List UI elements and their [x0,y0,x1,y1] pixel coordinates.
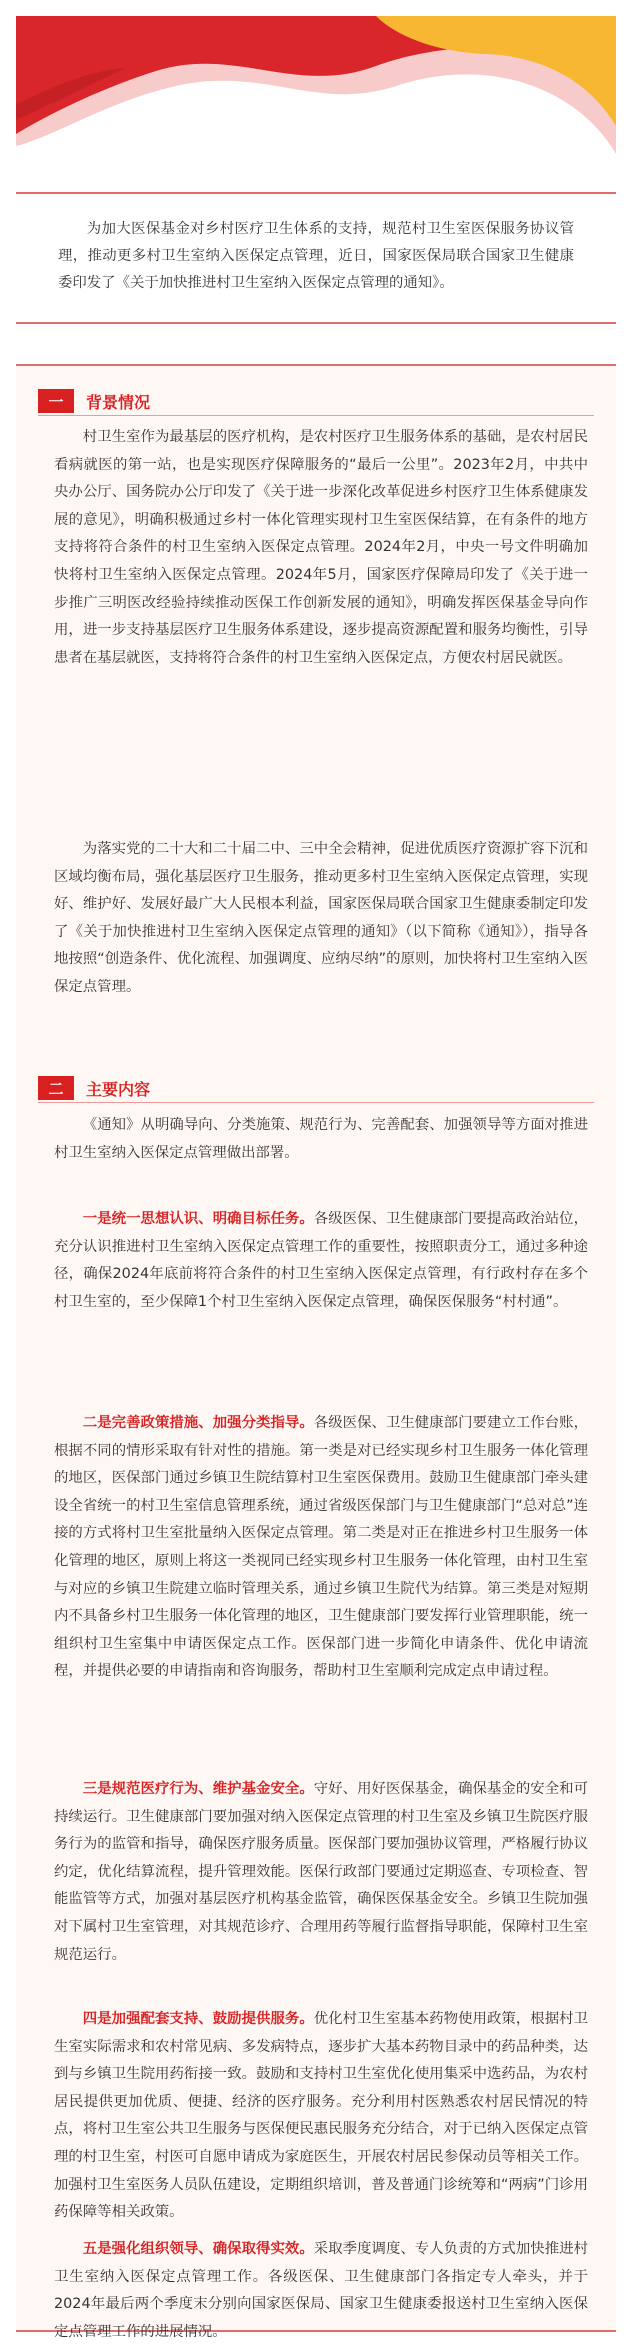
section-divider [38,1102,594,1103]
background-paragraph-1: 村卫生室作为最基层的医疗机构，是农村医疗卫生服务体系的基础，是农村居民看病就医的第一站，也是实现医疗保障服务的“最后一公里”。2023年2月，中共中央办公厅、国务院办公厅印发了《关于进一步深化改革促进乡村医疗卫生体系健康发展的意见》，明确积极通过乡村一体化管理实现村卫生室医保结算，在有条件的地方支持将符合条件的村卫生室纳入医保定点管理。2024年2月，中央一号文件明确加快将村卫生室纳入医保定点管理。2024年5月，国家医疗保障局印发了《关于进一步推广三明医改经验持续推动医保工作创新发展的通知》，明确发挥医保基金导向作用，进一步支持基层医疗卫生服务体系建设，逐步提高资源配置和服务均衡性，引导患者在基层就医，支持将符合条件的村卫生室纳入医保定点，方便农村居民就医。 [54,429,588,666]
section-title: 主要内容 [86,1079,151,1099]
main-content-lead: 《通知》从明确导向、分类施策、规范行为、完善配套、加强领导等方面对推进村卫生室纳入医保定点管理做出部署。 [54,1117,588,1161]
task-item-body: 采取季度调度、专人负责的方式加快推进村卫生室纳入医保定点管理工作。各级医保、卫生健康部门各指定专人牵头，并于2024年最后两个季度末分别向国家医保局、国家卫生健康委报送村卫生室纳入医保定点管理工作的进展情况。 [54,2241,588,2340]
task-item-5 [54,2236,588,2346]
section-title: 背景情况 [86,392,151,412]
task-item-heading: 五是强化组织领导、确保取得实效。 [82,2241,314,2257]
task-item-heading: 四是加强配套支持、鼓励提供服务。 [82,2011,314,2027]
task-item-2 [54,1410,588,1686]
task-item-heading: 二是完善政策措施、加强分类指导。 [82,1415,314,1431]
background-paragraph-2: 为落实党的二十大和二十届二中、三中全会精神，促进优质医疗资源扩容下沉和区域均衡布局，强化基层医疗卫生服务，推动更多村卫生室纳入医保定点管理，实现好、维护好、发展好最广大人民根本利益，国家医保局联合国家卫生健康委制定印发了《关于加快推进村卫生室纳入医保定点管理的通知》（以下简称《通知》），指导各地按照“创造条件、优化流程、加强调度、应纳尽纳”的原则，加快将村卫生室纳入医保定点管理。 [54,841,588,995]
section-header-background [38,388,150,414]
task-item-body: 各级医保、卫生健康部门要提高政治站位，充分认识推进村卫生室纳入医保定点管理工作的重要性，按照职责分工，通过多种途径，确保2024年底前将符合条件的村卫生室纳入医保定点管理，有行政村存在多个村卫生室的，至少保障1个村卫生室纳入医保定点管理，确保医保服务“村村通”。 [54,1211,588,1310]
section-number-badge: 一 [38,389,74,413]
task-item-1 [54,1206,588,1316]
task-item-heading: 三是规范医疗行为、维护基金安全。 [82,1781,314,1797]
intro-card [16,192,616,324]
section-number-badge: 二 [38,1076,74,1100]
task-item-heading: 一是统一思想认识、明确目标任务。 [82,1211,314,1227]
task-item-4 [54,2006,588,2227]
main-content-card [16,364,616,2340]
section-header-main-content [38,1075,150,1101]
task-item-3 [54,1776,588,1969]
task-item-body: 各级医保、卫生健康部门要建立工作台账，根据不同的情形采取有针对性的措施。第一类是对已经实现乡村卫生服务一体化管理的地区，医保部门通过乡镇卫生院结算村卫生室医保费用。鼓励卫生健康部门牵头建设全省统一的村卫生室信息管理系统，通过省级医保部门与卫生健康部门“总对总”连接的方式将村卫生室批量纳入医保定点管理。第二类是对正在推进乡村卫生服务一体化管理的地区，原则上将这一类视同已经实现乡村卫生服务一体化管理，由村卫生室与对应的乡镇卫生院建立临时管理关系，通过乡镇卫生院代为结算。第三类是对短期内不具备乡村卫生服务一体化管理的地区，卫生健康部门要发挥行业管理职能，统一组织村卫生室集中申请医保定点工作。医保部门进一步简化申请条件、优化申请流程，并提供必要的申请指南和咨询服务，帮助村卫生室顺利完成定点申请过程。 [54,1415,588,1680]
header-banner [16,16,616,154]
section-divider [38,415,594,416]
intro-paragraph: 为加大医保基金对乡村医疗卫生体系的支持，规范村卫生室医保服务协议管理，推动更多村卫生室纳入医保定点管理，近日，国家医保局联合国家卫生健康委印发了《关于加快推进村卫生室纳入医保定点管理的通知》。 [58,221,574,291]
task-item-body: 优化村卫生室基本药物使用政策，根据村卫生室实际需求和农村常见病、多发病特点，逐步扩大基本药物目录中的药品种类，达到与乡镇卫生院用药衔接一致。鼓励和支持村卫生室优化使用集采中选药品，为农村居民提供更加优质、便捷、经济的医疗服务。充分利用村医熟悉农村居民情况的特点，将村卫生室公共卫生服务与医保便民惠民服务充分结合，对于已纳入医保定点管理的村卫生室，村医可自愿申请成为家庭医生，开展农村居民参保动员等相关工作。加强村卫生室医务人员队伍建设，定期组织培训，普及普通门诊统筹和“两病”门诊用药保障等相关政策。 [54,2011,588,2221]
task-item-body: 守好、用好医保基金，确保基金的安全和可持续运行。卫生健康部门要加强对纳入医保定点管理的村卫生室及乡镇卫生院医疗服务行为的监管和指导，确保医疗服务质量。医保部门要加强协议管理，严格履行协议约定，优化结算流程，提升管理效能。医保行政部门要通过定期巡查、专项检查、智能监管等方式，加强对基层医疗机构基金监管，确保医保基金安全。乡镇卫生院加强对下属村卫生室管理，对其规范诊疗、合理用药等履行监督指导职能，保障村卫生室规范运行。 [54,1781,588,1963]
